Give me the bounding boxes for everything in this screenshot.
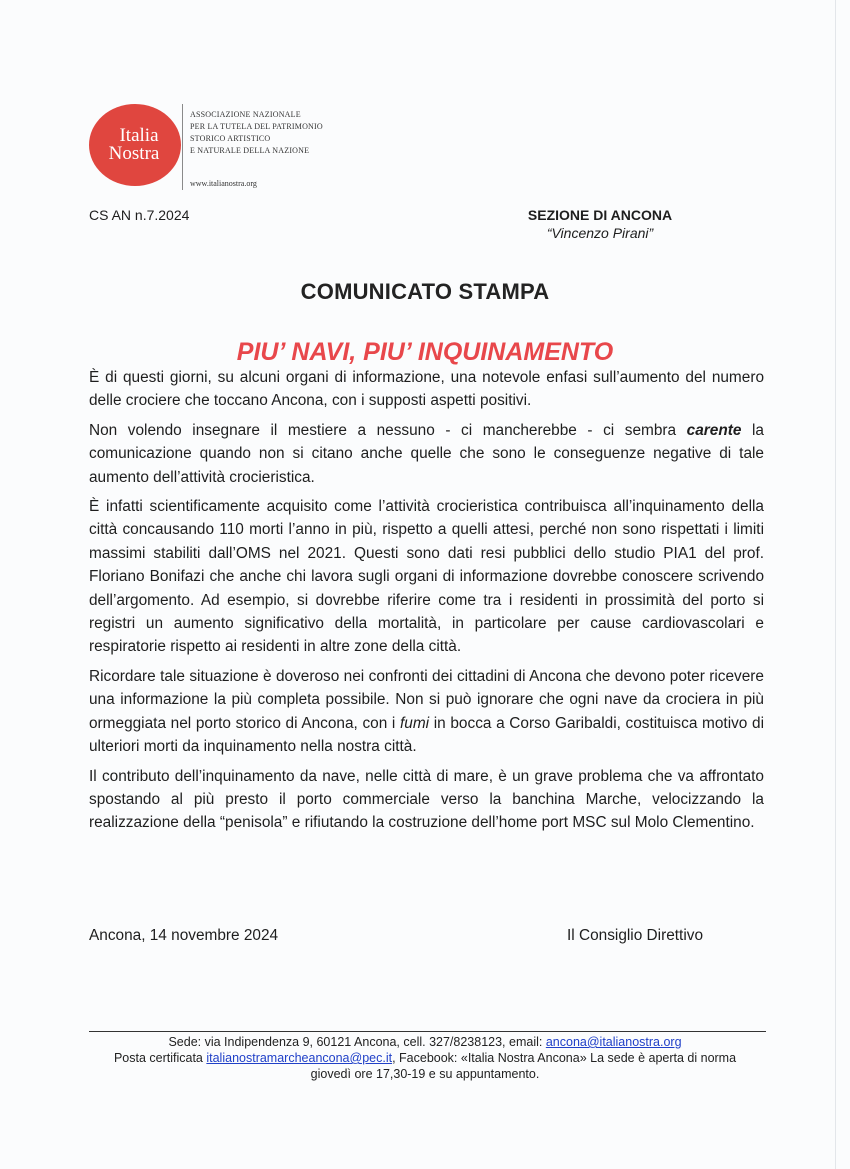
footer-line-3: giovedì ore 17,30-19 e su appuntamento. <box>310 1067 540 1081</box>
paragraph: Ricordare tale situazione è doveroso nei confronti dei cittadini di Ancona che devono poter ricevere una informazione la più completa possibile. Non si può ignorare che ogni nave da crociera in più ormeggiata nel porto storico di Ancona, con i fumi in bocca a Corso Garibaldi, costituisca motivo di ulteriori morti da inquinamento nella nostra città. <box>89 667 764 756</box>
email-link[interactable]: ancona@italianostra.org <box>545 1035 682 1049</box>
paragraph: Non volendo insegnare il mestiere a nessuno - ci mancherebbe - ci sembra carente la comunicazione quando non si citano anche quelle che sono le conseguenze negative di tale aumento dell’attività crocieristica. <box>89 421 764 486</box>
section-dedication: “Vincenzo Pirani” <box>546 225 654 241</box>
logo-line-1: Italia <box>119 125 159 146</box>
logo-line-2: Nostra <box>108 143 160 164</box>
section-block <box>470 207 730 241</box>
pec-link[interactable]: italianostramarcheancona@pec.it <box>206 1051 393 1065</box>
paragraph: È infatti scientificamente acquisito come l’attività crocieristica contribuisca all’inquinamento della città concausando 110 morti l’anno in più, rispetto a quelli attesi, perché non sono rispettati i limiti massimi stabiliti dall’OMS nel 2021. Questi sono dati resi pubblici dello studio PIA1 del prof. Floriano Bonifazi che anche chi lavora sugli organi di informazione dovrebbe conoscere scrivendo dell’argomento. Ad esempio, si dovrebbe riferire come tra i residenti in prossimità del porto si registri un aumento significativo della mortalità, in particolare per cause cardiovascolari e respiratorie rispetto ai residenti in altre zone della città. <box>89 498 764 656</box>
website-link[interactable]: www.italianostra.org <box>190 179 257 188</box>
scan-edge <box>835 0 836 1169</box>
body-text <box>89 366 764 841</box>
signature: Il Consiglio Direttivo <box>567 927 703 944</box>
footer <box>70 1034 780 1082</box>
headline: PIU’ NAVI, PIU’ INQUINAMENTO <box>236 338 614 366</box>
paragraph: È di questi giorni, su alcuni organi di informazione, una notevole enfasi sull’aumento del numero delle crociere che toccano Ancona, con i supposti aspetti positivi. <box>89 369 764 410</box>
document-type-title: COMUNICATO STAMPA <box>300 279 550 304</box>
footer-divider <box>89 1031 766 1032</box>
release-code: CS AN n.7.2024 <box>89 207 190 223</box>
logo-divider <box>182 104 183 190</box>
paragraph: Il contributo dell’inquinamento da nave, nelle città di mare, è un grave problema che va affrontato spostando al più presto il porto commerciale verso la banchina Marche, velocizzando la realizzazione della “penisola” e rifiutando la costruzione dell’home port MSC sul Molo Clementino. <box>89 767 764 832</box>
footer-line-1: Sede: via Indipendenza 9, 60121 Ancona, cell. 327/8238123, email: ancona@italianostra.org <box>168 1035 682 1049</box>
assoc-line: PER LA TUTELA DEL PATRIMONIO <box>190 122 323 131</box>
assoc-line: E NATURALE DELLA NAZIONE <box>190 146 310 155</box>
place-date: Ancona, 14 novembre 2024 <box>89 927 279 944</box>
assoc-line: STORICO ARTISTICO <box>190 134 271 143</box>
footer-line-2: Posta certificata italianostramarcheancona@pec.it, Facebook: «Italia Nostra Ancona» La sede è aperta di norma <box>113 1051 737 1065</box>
assoc-line: ASSOCIAZIONE NAZIONALE <box>190 110 301 119</box>
section-name: SEZIONE DI ANCONA <box>527 207 673 223</box>
italia-nostra-logo <box>89 104 181 186</box>
association-description <box>190 109 370 157</box>
